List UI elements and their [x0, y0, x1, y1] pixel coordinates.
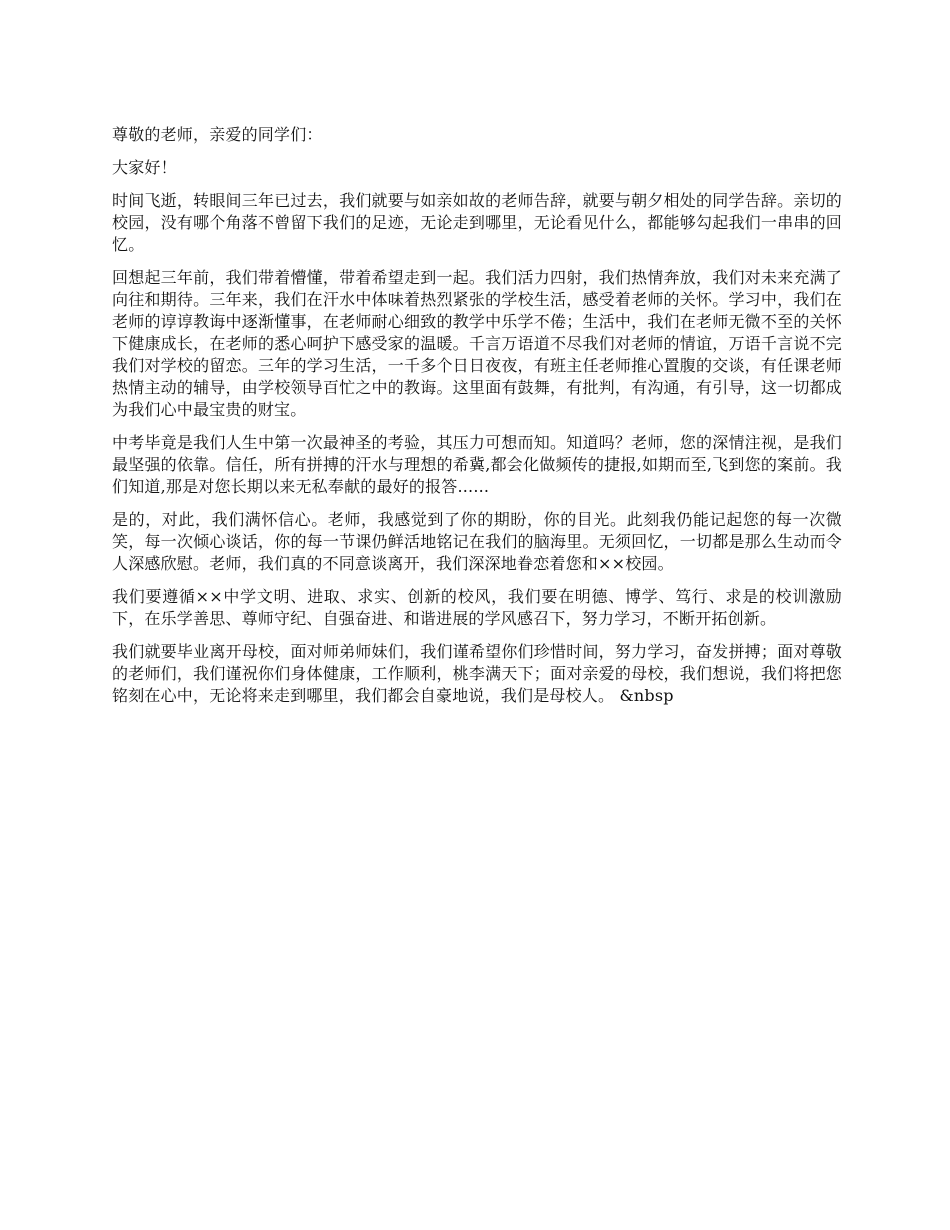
paragraph-time-flies: 时间飞逝，转眼间三年已过去，我们就要与如亲如故的老师告辞，就要与朝夕相处的同学告辞。亲切的校园，没有哪个角落不曾留下我们的足迹，无论走到哪里，无论看见什么，都能够勾起我们一串串的回忆。: [112, 191, 842, 254]
paragraph-confidence: 是的，对此，我们满怀信心。老师，我感觉到了你的期盼，你的目光。此刻我仍能记起您的每一次微笑，每一次倾心谈话，你的每一节课仍鲜活地铭记在我们的脑海里。无须回忆，一切都是那么生动而令人深感欣慰。老师，我们真的不同意谈离开，我们深深地眷恋着您和××校园。: [112, 510, 842, 573]
greeting: 大家好！: [112, 158, 177, 177]
paragraph-farewell: 我们就要毕业离开母校，面对师弟师妹们，我们谨希望你们珍惜时间，努力学习，奋发拼搏；面对尊敬的老师们，我们谨祝你们身体健康，工作顺利，桃李满天下；面对亲爱的母校，我们想说，我们将把您铭刻在心中，无论将来走到哪里，我们都会自豪地说，我们是母校人。 &nbsp: [112, 642, 842, 705]
paragraph-recollection: 回想起三年前，我们带着懵懂，带着希望走到一起。我们活力四射，我们热情奔放，我们对未来充满了向往和期待。三年来，我们在汗水中体味着热烈紧张的学校生活，感受着老师的关怀。学习中，我们在老师的谆谆教诲中逐渐懂事，在老师耐心细致的教学中乐学不倦；生活中，我们在老师无微不至的关怀下健康成长，在老师的悉心呵护下感受家的温暖。千言万语道不尽我们对老师的情谊，万语千言说不完我们对学校的留恋。三年的学习生活，一千多个日日夜夜，有班主任老师推心置腹的交谈，有任课老师热情主动的辅导，由学校领导百忙之中的教诲。这里面有鼓舞，有批判，有沟通，有引导，这一切都成为我们心中最宝贵的财宝。: [112, 268, 842, 419]
document-body: [112, 124, 842, 718]
paragraph-exam: 中考毕竟是我们人生中第一次最神圣的考验，其压力可想而知。知道吗？老师，您的深情注视，是我们最坚强的依靠。信任，所有拼搏的汗水与理想的希冀,都会化做频传的捷报,如期而至,飞到您的案前。我们知道,那是对您长期以来无私奉献的最好的报答......: [112, 433, 842, 496]
paragraph-school-motto: 我们要遵循××中学文明、进取、求实、创新的校风，我们要在明德、博学、笃行、求是的校训激励下，在乐学善思、尊师守纪、自强奋进、和谐进展的学风感召下，努力学习，不断开拓创新。: [112, 587, 842, 628]
salutation: 尊敬的老师，亲爱的同学们：: [112, 125, 323, 144]
